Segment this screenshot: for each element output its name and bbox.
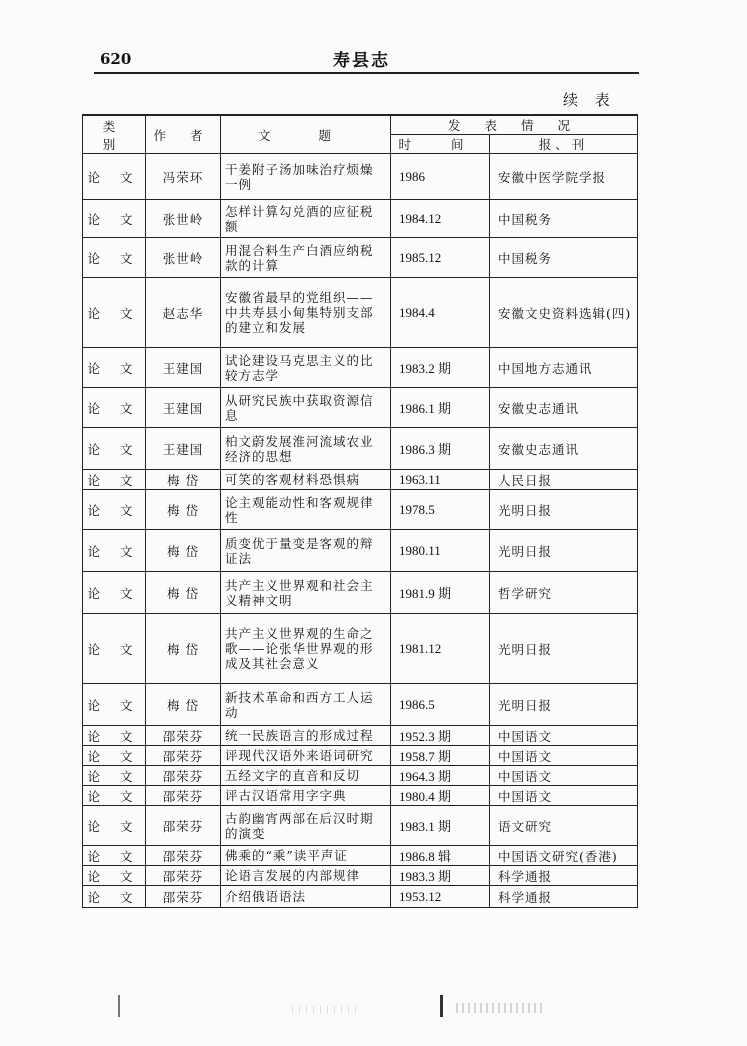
- table-row: [83, 200, 638, 238]
- cell-title: 怎样计算勾兑酒的应征税额: [221, 200, 391, 238]
- cell-journal: 光明日报: [490, 684, 638, 726]
- cell-author: 王建国: [146, 348, 221, 388]
- cell-time: 1984.12: [391, 200, 490, 238]
- cell-author: 邵荣芬: [146, 886, 221, 908]
- cell-author: 梅 岱: [146, 490, 221, 530]
- cell-title: 佛乘的“乘”读平声证: [221, 846, 391, 866]
- table-row: [83, 388, 638, 428]
- cell-journal: 中国地方志通讯: [490, 348, 638, 388]
- cell-journal: 哲学研究: [490, 572, 638, 614]
- cell-title: 用混合料生产白酒应纳税款的计算: [221, 238, 391, 278]
- header-publication: 发 表 情 况: [391, 115, 638, 135]
- cell-category: 论 文: [83, 746, 146, 766]
- cell-time: 1981.12: [391, 614, 490, 684]
- table-row: [83, 886, 638, 908]
- cell-journal: 语文研究: [490, 806, 638, 846]
- cell-title: 评现代汉语外来语词研究: [221, 746, 391, 766]
- cell-author: 王建国: [146, 428, 221, 470]
- cell-journal: 科学通报: [490, 886, 638, 908]
- cell-author: 邵荣芬: [146, 726, 221, 746]
- cell-category: 论 文: [83, 278, 146, 348]
- cell-title: 统一民族语言的形成过程: [221, 726, 391, 746]
- cell-time: 1986.8 辑: [391, 846, 490, 866]
- cell-time: 1983.2 期: [391, 348, 490, 388]
- cell-time: 1958.7 期: [391, 746, 490, 766]
- cell-journal: 光明日报: [490, 614, 638, 684]
- cell-category: 论 文: [83, 614, 146, 684]
- table-row: [83, 684, 638, 726]
- cell-time: 1980.4 期: [391, 786, 490, 806]
- cell-title: 质变优于量变是客观的辩证法: [221, 530, 391, 572]
- cell-journal: 科学通报: [490, 866, 638, 886]
- table-row: [83, 238, 638, 278]
- cell-title: 可笑的客观材料恐惧病: [221, 470, 391, 490]
- cell-title: 干姜附子汤加味治疗烦燥一例: [221, 154, 391, 200]
- table-row: [83, 428, 638, 470]
- table-row: [83, 614, 638, 684]
- table-row: [83, 746, 638, 766]
- cell-author: 邵荣芬: [146, 866, 221, 886]
- cell-author: 张世岭: [146, 238, 221, 278]
- header-rule: [94, 72, 639, 74]
- header-time: 时 间: [391, 135, 490, 154]
- table-row: [83, 786, 638, 806]
- cell-author: 梅 岱: [146, 684, 221, 726]
- table-row: [83, 766, 638, 786]
- cell-category: 论 文: [83, 886, 146, 908]
- cell-time: 1963.11: [391, 470, 490, 490]
- cell-time: 1953.12: [391, 886, 490, 908]
- cell-category: 论 文: [83, 846, 146, 866]
- cell-time: 1983.1 期: [391, 806, 490, 846]
- cell-author: 邵荣芬: [146, 786, 221, 806]
- cell-journal: 安徽文史资料选辑(四): [490, 278, 638, 348]
- cell-category: 论 文: [83, 726, 146, 746]
- book-title: 寿县志: [333, 51, 390, 71]
- cell-journal: 安徽中医学院学报: [490, 154, 638, 200]
- cell-time: 1986.3 期: [391, 428, 490, 470]
- cell-author: 梅 岱: [146, 530, 221, 572]
- cell-journal: 中国语文研究(香港): [490, 846, 638, 866]
- cell-category: 论 文: [83, 572, 146, 614]
- cell-time: 1984.4: [391, 278, 490, 348]
- continued-label: 续 表: [563, 91, 616, 109]
- cell-title: 论语言发展的内部规律: [221, 866, 391, 886]
- cell-journal: 光明日报: [490, 490, 638, 530]
- cell-category: 论 文: [83, 490, 146, 530]
- cell-author: 邵荣芬: [146, 766, 221, 786]
- table-row: [83, 846, 638, 866]
- cell-author: 张世岭: [146, 200, 221, 238]
- cell-journal: 中国税务: [490, 238, 638, 278]
- scan-noise: [456, 1003, 546, 1013]
- cell-category: 论 文: [83, 684, 146, 726]
- cell-journal: 安徽史志通讯: [490, 428, 638, 470]
- cell-title: 介绍俄语语法: [221, 886, 391, 908]
- cell-category: 论 文: [83, 866, 146, 886]
- cell-time: 1952.3 期: [391, 726, 490, 746]
- cell-author: 邵荣芬: [146, 806, 221, 846]
- cell-author: 赵志华: [146, 278, 221, 348]
- cell-author: 邵荣芬: [146, 846, 221, 866]
- publications-table: [82, 114, 638, 908]
- cell-category: 论 文: [83, 428, 146, 470]
- cell-title: 从研究民族中获取资源信息: [221, 388, 391, 428]
- cell-time: 1986: [391, 154, 490, 200]
- cell-journal: 中国语文: [490, 726, 638, 746]
- cell-author: 梅 岱: [146, 614, 221, 684]
- cell-category: 论 文: [83, 154, 146, 200]
- header-journal: 报、刊: [490, 135, 638, 154]
- cell-category: 论 文: [83, 470, 146, 490]
- cell-time: 1986.5: [391, 684, 490, 726]
- table-row: [83, 490, 638, 530]
- cell-category: 论 文: [83, 200, 146, 238]
- cell-author: 邵荣芬: [146, 746, 221, 766]
- cell-category: 论 文: [83, 530, 146, 572]
- cell-journal: 中国税务: [490, 200, 638, 238]
- header-title: 文 题: [221, 115, 391, 154]
- table-row: [83, 572, 638, 614]
- table-row: [83, 806, 638, 846]
- cell-category: 论 文: [83, 786, 146, 806]
- page-number: 620: [100, 50, 132, 68]
- cell-category: 论 文: [83, 806, 146, 846]
- cell-time: 1978.5: [391, 490, 490, 530]
- table-row: [83, 348, 638, 388]
- cell-title: 柏文蔚发展淮河流域农业经济的思想: [221, 428, 391, 470]
- scan-noise: [292, 1006, 362, 1014]
- header-category: 类 别: [83, 115, 146, 154]
- cell-time: 1985.12: [391, 238, 490, 278]
- cell-journal: 人民日报: [490, 470, 638, 490]
- cell-author: 梅 岱: [146, 572, 221, 614]
- table-body: [83, 154, 638, 908]
- header-author: 作 者: [146, 115, 221, 154]
- cell-author: 冯荣环: [146, 154, 221, 200]
- cell-category: 论 文: [83, 388, 146, 428]
- cell-author: 王建国: [146, 388, 221, 428]
- scan-mark: [118, 995, 120, 1017]
- cell-journal: 光明日报: [490, 530, 638, 572]
- cell-title: 安徽省最早的党组织——中共寿县小甸集特别支部的建立和发展: [221, 278, 391, 348]
- cell-title: 论主观能动性和客观规律性: [221, 490, 391, 530]
- table-row: [83, 530, 638, 572]
- cell-time: 1986.1 期: [391, 388, 490, 428]
- cell-time: 1981.9 期: [391, 572, 490, 614]
- cell-title: 新技术革命和西方工人运动: [221, 684, 391, 726]
- cell-category: 论 文: [83, 766, 146, 786]
- cell-title: 古韵幽宵两部在后汉时期的演变: [221, 806, 391, 846]
- cell-title: 共产主义世界观的生命之歌——论张华世界观的形成及其社会意义: [221, 614, 391, 684]
- table-row: [83, 866, 638, 886]
- table-row: [83, 278, 638, 348]
- cell-time: 1980.11: [391, 530, 490, 572]
- cell-category: 论 文: [83, 238, 146, 278]
- table-row: [83, 470, 638, 490]
- cell-journal: 安徽史志通讯: [490, 388, 638, 428]
- cell-title: 评古汉语常用字字典: [221, 786, 391, 806]
- table-row: [83, 154, 638, 200]
- table-row: [83, 726, 638, 746]
- cell-journal: 中国语文: [490, 786, 638, 806]
- cell-title: 试论建设马克思主义的比较方志学: [221, 348, 391, 388]
- scan-mark: [440, 995, 443, 1017]
- cell-journal: 中国语文: [490, 766, 638, 786]
- cell-journal: 中国语文: [490, 746, 638, 766]
- cell-title: 五经文字的直音和反切: [221, 766, 391, 786]
- cell-author: 梅 岱: [146, 470, 221, 490]
- cell-category: 论 文: [83, 348, 146, 388]
- cell-time: 1964.3 期: [391, 766, 490, 786]
- cell-title: 共产主义世界观和社会主义精神文明: [221, 572, 391, 614]
- cell-time: 1983.3 期: [391, 866, 490, 886]
